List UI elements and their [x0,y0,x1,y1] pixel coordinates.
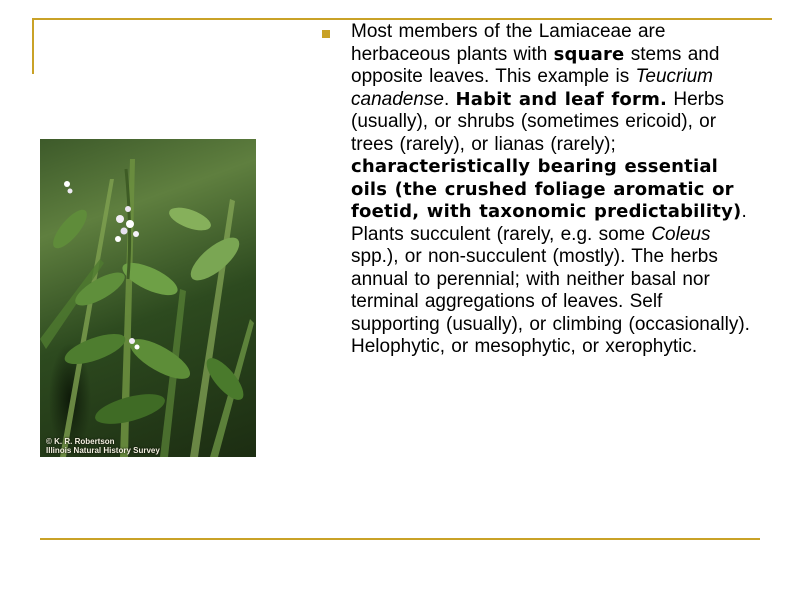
italic-genus-name: Coleus [651,223,711,245]
italic-species-name: Teucrium canadense [351,66,713,110]
text-run: . [443,88,456,110]
photo-credit-institution: Illinois Natural History Survey [46,446,160,455]
text-run: spp.), or non-succulent (mostly). The herbs annual to perennial; with neither basal nor terminal aggregations of leaves. Self supporting (usually), or climbing (occasionally). Helophytic, or mesophytic, or xerophytic. [351,246,750,357]
bold-square: square [553,43,625,65]
text-run: stems and opposite leaves. This example is [351,43,720,87]
photo-credit-author: © K. R. Robertson [46,437,115,446]
bottom-rule [40,538,760,540]
bullet-text [351,21,751,359]
text-run: Herbs (usually), or shrubs (sometimes ericoid), or trees (rarely), or lianas (rarely); [351,88,725,155]
text-run: Most members of the Lamiaceae are herbaceous plants with [351,21,666,65]
photo-credit [46,437,160,455]
left-rule [32,18,34,74]
teucrium-photo [40,139,256,457]
bold-essential-oils: characteristically bearing essential oils (the crushed foliage aromatic or foetid, with taxonomic predictability) [351,156,742,222]
bullet-square-icon [322,30,330,38]
bold-habit-heading: Habit and leaf form. [455,88,668,110]
plant-illustration [40,139,256,457]
top-rule [32,18,772,20]
text-run: . Plants succulent (rarely, e.g. some [351,201,747,245]
